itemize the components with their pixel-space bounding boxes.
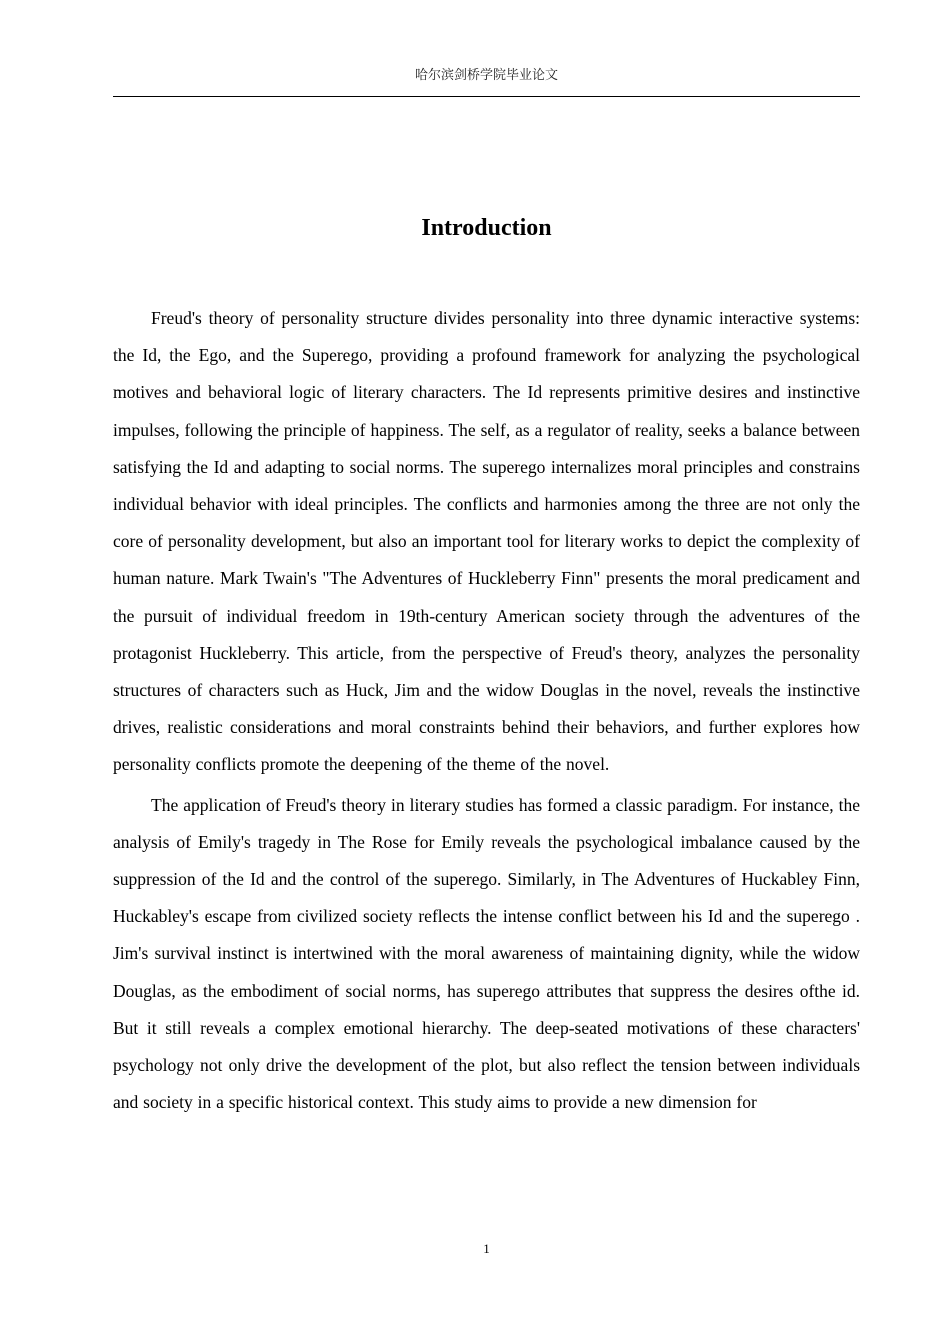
paragraph-1: Freud's theory of personality structure divides personality into three dynamic interactive systems: the Id, the Ego, and the Superego, providing a profound framework for analyzing the psychological motives and behavioral logic of literary characters. The Id represents primitive desires and instinctive impulses, following the principle of happiness. The self, as a regulator of reality, seeks a balance between satisfying the Id and adapting to social norms. The superego internalizes moral principles and constrains individual behavior with ideal principles. The conflicts and harmonies among the three are not only the core of personality development, but also an important tool for literary works to depict the complexity of human nature. Mark Twain's "The Adventures of Huckleberry Finn" presents the moral predicament and the pursuit of individual freedom in 19th-century American society through the adventures of the protagonist Huckleberry. This article, from the perspective of Freud's theory, analyzes the personality structures of characters such as Huck, Jim and the widow Douglas in the novel, reveals the instinctive drives, realistic considerations and moral constraints behind their behaviors, and further explores how personality conflicts promote the deepening of the theme of the novel. bbox=[113, 308, 860, 775]
page-number: 1 bbox=[483, 1241, 490, 1256]
page-header: 哈尔滨剑桥学院毕业论文 bbox=[414, 68, 558, 83]
header-divider bbox=[113, 96, 860, 97]
section-title: Introduction bbox=[421, 215, 552, 241]
paragraph-2: The application of Freud's theory in literary studies has formed a classic paradigm. For instance, the analysis of Emily's tragedy in The Rose for Emily reveals the psychological imbalance caused by the suppression of the Id and the control of the superego. Similarly, in The Adventures of Huckabley Finn, Huckabley's escape from civilized society reflects the intense conflict between his Id and the superego . Jim's survival instinct is intertwined with the moral awareness of maintaining dignity, while the widow Douglas, as the embodiment of social norms, has superego attributes that suppress the desires ofthe id. But it still reveals a complex emotional hierarchy. The deep-seated motivations of these characters' psychology not only drive the development of the plot, but also reflect the tension between individuals and society in a specific historical context. This study aims to provide a new dimension for bbox=[113, 794, 860, 1113]
body-text bbox=[113, 300, 860, 1124]
